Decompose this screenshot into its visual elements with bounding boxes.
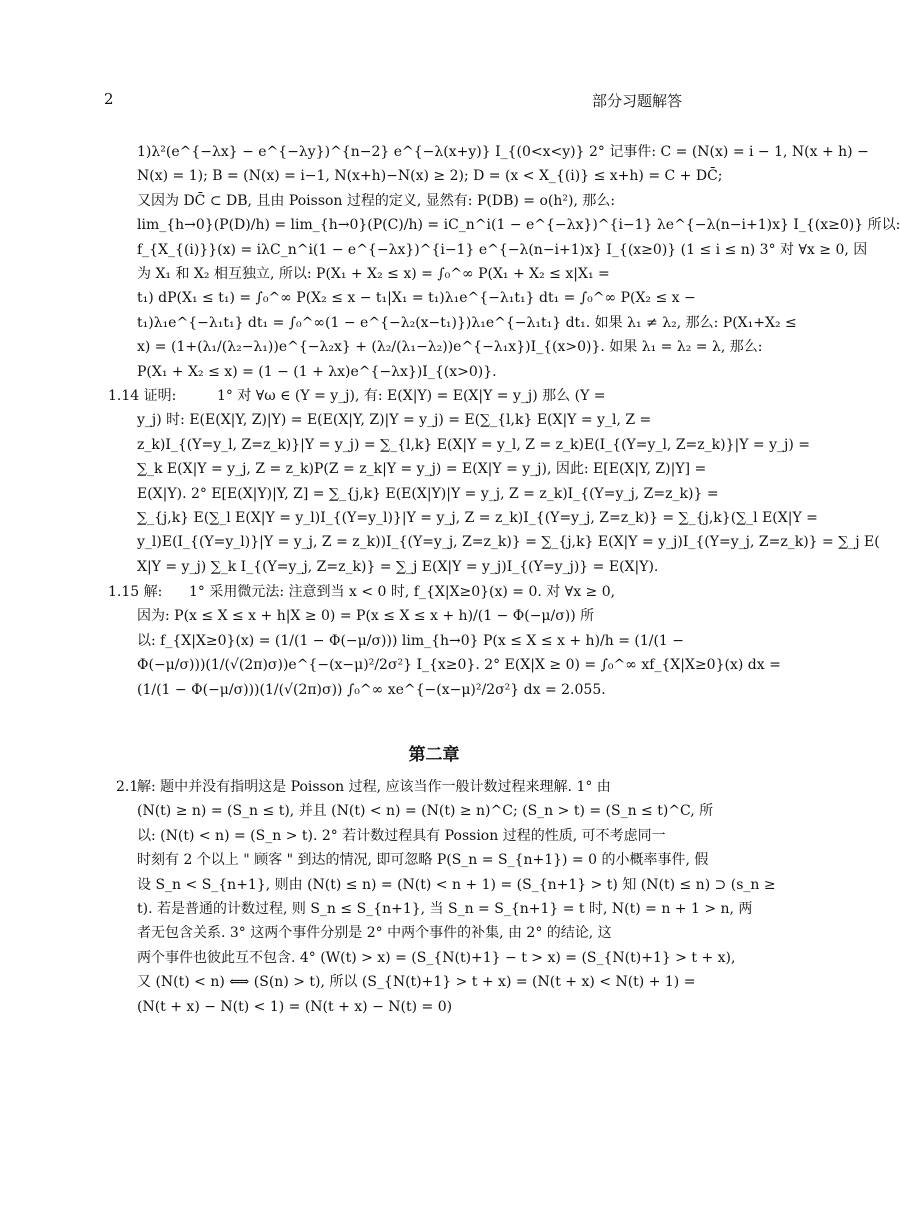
exercise-label: 1.15 解: (108, 584, 163, 600)
exercise-1-14-text (137, 384, 880, 579)
text-line: X|Y = y_j) ∑_k I_{(Y=y_j, Z=z_k)} = ∑_j E(X|Y = y_j)I_{(Y=y_j)} = E(X|Y). (137, 558, 659, 575)
text-line: 以: (N(t) < n) = (S_n > t). 2° 若计数过程具有 Possion 过程的性质, 可不考虑同一 (137, 827, 666, 844)
text-line: 两个事件也彼此互不包含. 4° (W(t) > x) = (S_{N(t)+1} − t > x) = (S_{N(t)+1} > t + x), (137, 949, 736, 966)
text-line: 解: 题中并没有指明这是 Poisson 过程, 应该当作一般计数过程来理解. 1° 由 (137, 779, 611, 795)
text-line: 以: f_{X|X≥0}(x) = (1/(1 − Φ(−μ/σ))) lim_{h→0} P(x ≤ X ≤ x + h)/h = (1/(1 − (137, 632, 685, 649)
text-line: t₁)λ₁e^{−λ₁t₁} dt₁ = ∫₀^∞(1 − e^{−λ₂(x−t₁)})λ₁e^{−λ₁t₁} dt₁. 如果 λ₁ ≠ λ₂, 那么: P(X₁+X₂ ≤ (137, 314, 797, 331)
text-line: t). 若是普通的计数过程, 则 S_n ≤ S_{n+1}, 当 S_n = S_{n+1} = t 时, N(t) = n + 1 > n, 两 (137, 900, 753, 917)
text-line: 因为: P(x ≤ X ≤ x + h|X ≥ 0) = P(x ≤ X ≤ x + h)/(1 − Φ(−μ/σ)) 所 (137, 608, 595, 625)
text-line: 又 (N(t) < n) ⟺ (S(n) > t), 所以 (S_{N(t)+1} > t + x) = (N(t + x) < N(t) + 1) = (137, 974, 696, 991)
text-line: 1° 对 ∀ω ∈ (Y = y_j), 有: E(X|Y) = E(X|Y = y_j) 那么 (Y = (217, 388, 606, 404)
text-line: 为 X₁ 和 X₂ 相互独立, 所以: P(X₁ + X₂ ≤ x) = ∫₀^∞ P(X₁ + X₂ ≤ x|X₁ = (137, 265, 610, 282)
text-line: (N(t) ≥ n) = (S_n ≤ t), 并且 (N(t) < n) = (N(t) ≥ n)^C; (S_n > t) = (S_n ≤ t)^C, 所 (137, 803, 714, 820)
text-line: 者无包含关系. 3° 这两个事件分别是 2° 中两个事件的补集, 由 2° 的结论, 这 (137, 925, 612, 942)
text-line: 设 S_n < S_{n+1}, 则由 (N(t) ≤ n) = (N(t) < n + 1) = (S_{n+1} > t) 知 (N(t) ≤ n) ⊃ (s_n ≥ (137, 876, 776, 893)
exercise-label: 2.1 (116, 779, 139, 795)
text-line: N(x) = 1); B = (N(x) = i−1, N(x+h)−N(x) ≥ 2); D = (x < X_{(i)} ≤ x+h) = C + DC̄; (137, 168, 723, 185)
running-title: 部分习题解答 (591, 92, 682, 110)
text-line: 1° 采用微元法: 注意到当 x < 0 时, f_{X|X≥0}(x) = 0. 对 ∀x ≥ 0, (189, 584, 616, 600)
text-line: ∑_k E(X|Y = y_j, Z = z_k)P(Z = z_k|Y = y_j) = E(X|Y = y_j), 因此: E[E(X|Y, Z)|Y] = (137, 461, 707, 478)
text-line: Φ(−μ/σ)))(1/(√(2π)σ))e^{−(x−μ)²/2σ²} I_{x≥0}. 2° E(X|X ≥ 0) = ∫₀^∞ xf_{X|X≥0}(x) dx = (137, 657, 781, 674)
chapter-title: 第二章 (408, 745, 460, 765)
text-line: 时刻有 2 个以上 " 顾客 " 到达的情况, 即可忽略 P(S_n = S_{n+1}) = 0 的小概率事件, 假 (137, 852, 709, 869)
text-line: z_k)I_{(Y=y_l, Z=z_k)}|Y = y_j) = ∑_{l,k} E(X|Y = y_l, Z = z_k)E(I_{(Y=y_l, Z=z_k)}|Y = y_j) = (137, 436, 810, 453)
text-line: (1/(1 − Φ(−μ/σ)))(1/(√(2π)σ)) ∫₀^∞ xe^{−(x−μ)²/2σ²} dx = 2.055. (137, 681, 606, 698)
text-line: lim_{h→0}(P(D)/h) = lim_{h→0}(P(C)/h) = iC_n^i(1 − e^{−λx})^{i−1} λe^{−λ(n−i+1)x} I_{(x≥0)} 所以: (137, 217, 900, 234)
page-number: 2 (104, 90, 114, 108)
text-line: ∑_{j,k} E(∑_l E(X|Y = y_l)I_{(Y=y_l)}|Y = y_j, Z = z_k)I_{(Y=y_j, Z=z_k)} = ∑_{j,k}(∑_l E(X|Y = (137, 509, 818, 526)
prev-exercise-text (137, 140, 900, 384)
text-line: (N(t + x) − N(t) < 1) = (N(t + x) − N(t) = 0) (137, 998, 453, 1015)
text-line: 1)λ²(e^{−λx} − e^{−λy})^{n−2} e^{−λ(x+y)} I_{(0<x<y)} 2° 记事件: C = (N(x) = i − 1, N(x + h) − (137, 144, 869, 160)
text-line: y_l)E(I_{(Y=y_l)}|Y = y_j, Z = z_k))I_{(Y=y_j, Z=z_k)} = ∑_{j,k} E(X|Y = y_j)I_{(Y=y_j, Z=z_k)} = ∑_j E( (137, 534, 880, 551)
exercise-label: 1.14 证明: (108, 388, 177, 404)
text-line: f_{X_{(i)}}(x) = iλC_n^i(1 − e^{−λx})^{i−1} e^{−λ(n−i+1)x} I_{(x≥0)} (1 ≤ i ≤ n) 3° 对 ∀x ≥ 0, 因 (137, 241, 868, 258)
text-line: y_j) 时: E(E(X|Y, Z)|Y) = E(E(X|Y, Z)|Y = y_j) = E(∑_{l,k} E(X|Y = y_l, Z = (137, 412, 652, 429)
exercise-1-15-text (137, 580, 781, 702)
text-line: t₁) dP(X₁ ≤ t₁) = ∫₀^∞ P(X₂ ≤ x − t₁|X₁ = t₁)λ₁e^{−λ₁t₁} dt₁ = ∫₀^∞ P(X₂ ≤ x − (137, 290, 696, 307)
exercise-2-1-text (137, 775, 776, 1019)
text-line: 又因为 DC̄ ⊂ DB, 且由 Poisson 过程的定义, 显然有: P(DB) = o(h²), 那么: (137, 192, 616, 209)
text-line: x) = (1+(λ₁/(λ₂−λ₁))e^{−λ₂x} + (λ₂/(λ₁−λ₂))e^{−λ₁x})I_{(x>0)}. 如果 λ₁ = λ₂ = λ, 那么: (137, 339, 763, 356)
text-line: P(X₁ + X₂ ≤ x) = (1 − (1 + λx)e^{−λx})I_{(x>0)}. (137, 363, 497, 380)
text-line: E(X|Y). 2° E[E(X|Y)|Y, Z] = ∑_{j,k} E(E(X|Y)|Y = y_j, Z = z_k)I_{(Y=y_j, Z=z_k)} = (137, 485, 719, 502)
